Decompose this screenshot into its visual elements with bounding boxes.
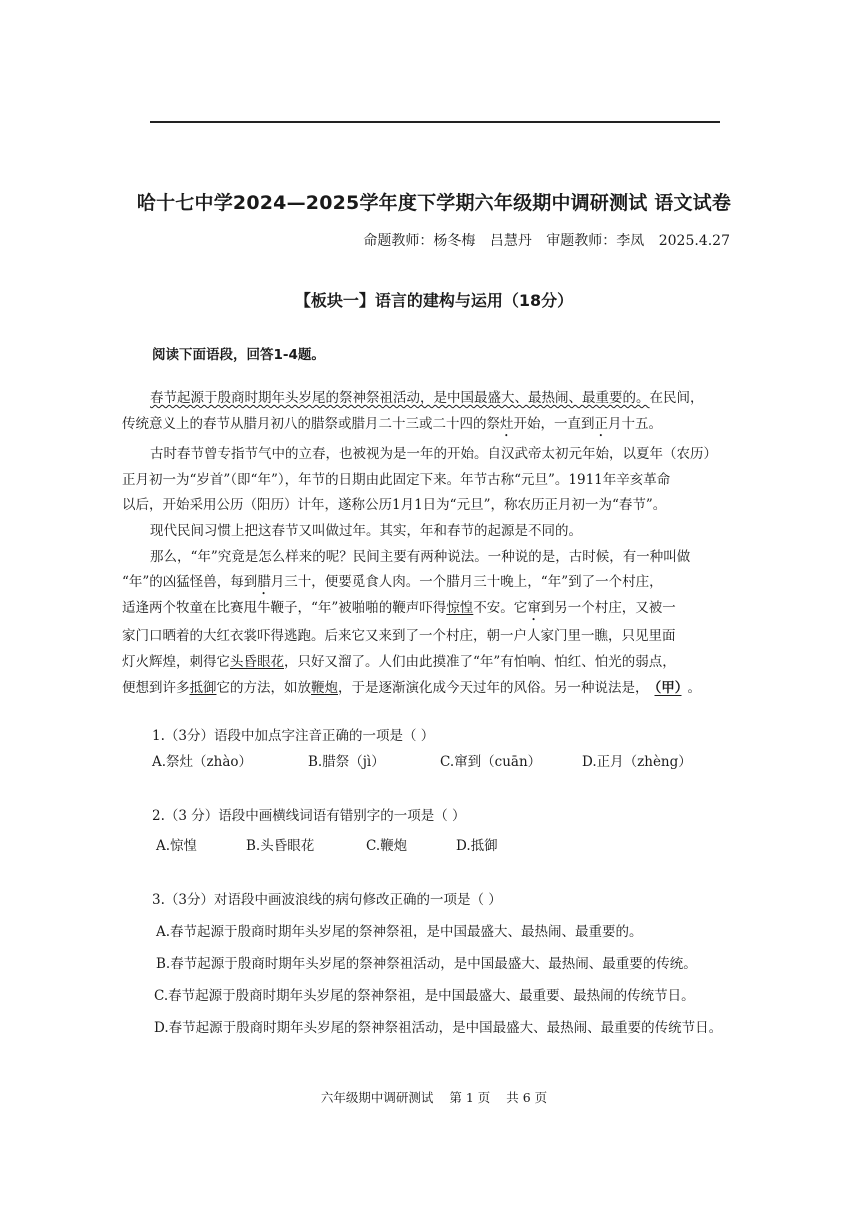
passage-line: “年”的凶猛怪兽，每到腊月三十，便要觅食人肉。一个腊月三十晚上，“年”到了一个村庄，	[122, 574, 663, 590]
section-title: 【板块一】语言的建构与运用（18分）	[294, 291, 574, 310]
footer-page-number: 第 1 页	[449, 1090, 491, 1105]
question-1-stem: 1.（3分）语段中加点字注音正确的一项是（ ）	[152, 728, 435, 744]
header-rule	[150, 121, 720, 123]
wavy-sentence: 春节起源于殷商时期年头岁尾的祭神祭祖活动，是中国最盛大、最热闹、最重要的。	[150, 390, 650, 406]
question-1-option-b: B.腊祭（jì）	[308, 754, 385, 770]
underlined-word: 惊惶	[446, 600, 474, 616]
passage-line: 家门口晒着的大红衣裳吓得逃跑。后来它又来到了一个村庄，朝一户人家门里一瞧，只见里面	[122, 628, 676, 644]
passage-line: 那么，“年”究竟是怎么样来的呢？民间主要有两种说法。一种说的是，古时候，有一种叫做	[150, 549, 691, 565]
underlined-word: 鞭炮	[311, 680, 338, 696]
passage-line: 灯火辉煌，刺得它头昏眼花，只好又溜了。人们由此摸准了“年”有怕响、怕红、怕光的弱点，	[122, 654, 676, 670]
question-1-option-d: D.正月（zhèng）	[582, 754, 692, 770]
dotted-char: 灶	[500, 416, 514, 432]
dotted-char: 窜	[527, 600, 541, 616]
question-2-option-d: D.抵御	[456, 838, 498, 854]
passage-line: 以后，开始采用公历（阳历）计年，遂称公历1月1日为“元旦”，称农历正月初一为“春节”。	[122, 497, 667, 513]
question-3-option-b: B.春节起源于殷商时期年头岁尾的祭神祭祖活动，是中国最盛大、最热闹、最重要的传统。	[156, 956, 697, 972]
section-instruction: 阅读下面语段，回答1-4题。	[152, 347, 325, 363]
question-1-option-a: A.祭灶（zhào）	[152, 754, 253, 770]
passage-line: 现代民间习惯上把这春节又叫做过年。其实，年和春节的起源是不同的。	[150, 523, 582, 539]
question-2-option-b: B.头昏眼花	[246, 838, 315, 854]
question-2-option-a: A.惊惶	[156, 838, 198, 854]
dotted-char: 正	[594, 416, 608, 432]
author-name-2: 吕慧丹	[489, 233, 532, 249]
question-1-option-c: C.窜到（cuān）	[440, 754, 542, 770]
question-3-option-c: C.春节起源于殷商时期年头岁尾的祭神祭祖，是中国最盛大、最重要、最热闹的传统节日。	[154, 988, 695, 1004]
passage-line: 传统意义上的春节从腊月初八的腊祭或腊月二十三或二十四的祭灶开始，一直到正月十五。	[122, 416, 662, 432]
footer-total-pages: 共 6 页	[506, 1090, 548, 1105]
author-label: 命题教师：杨冬梅	[363, 233, 476, 249]
footer-exam-name: 六年级期中调研测试	[320, 1090, 434, 1105]
underlined-word: 头昏眼花	[230, 654, 284, 670]
answer-blank: （甲）	[654, 680, 682, 696]
author-line	[353, 230, 730, 250]
passage-line: 正月初一为“岁首”（即“年”），年节的日期由此固定下来。年节古称“元旦”。1911年辛亥革命	[122, 472, 671, 488]
question-3-stem: 3.（3分）对语段中画波浪线的病句修改正确的一项是（ ）	[152, 892, 502, 908]
question-2-stem: 2.（3 分）语段中画横线词语有错别字的一项是（ ）	[152, 808, 466, 824]
exam-title: 哈十七中学2024—2025学年度下学期六年级期中调研测试 语文试卷	[136, 192, 732, 214]
question-2-option-c: C.鞭炮	[366, 838, 408, 854]
passage-line: 春节起源于殷商时期年头岁尾的祭神祭祖活动，是中国最盛大、最热闹、最重要的。在民间，	[150, 390, 704, 406]
underlined-word: 抵御	[189, 680, 217, 696]
exam-date: 2025.4.27	[658, 233, 730, 249]
passage-line: 适逢两个牧童在比赛甩牛鞭子，“年”被啪啪的鞭声吓得惊惶不安。它窜到另一个村庄，又被一	[122, 600, 676, 616]
page-footer	[0, 1088, 868, 1106]
question-3-option-a: A.春节起源于殷商时期年头岁尾的祭神祭祖，是中国最盛大、最热闹、最重要的。	[156, 924, 643, 940]
passage-line: 古时春节曾专指节气中的立春，也被视为是一年的开始。自汉武帝太初元年始，以夏年（农历）	[150, 446, 717, 462]
question-3-option-d: D.春节起源于殷商时期年头岁尾的祭神祭祖活动，是中国最盛大、最热闹、最重要的传统节日。	[154, 1020, 723, 1036]
dotted-char: 腊	[257, 574, 271, 590]
passage-line: 便想到许多抵御它的方法，如放鞭炮，于是逐渐演化成今天过年的风俗。另一种说法是， （甲） 。	[122, 680, 701, 696]
reviewer-label: 审题教师：李凤	[546, 233, 645, 249]
